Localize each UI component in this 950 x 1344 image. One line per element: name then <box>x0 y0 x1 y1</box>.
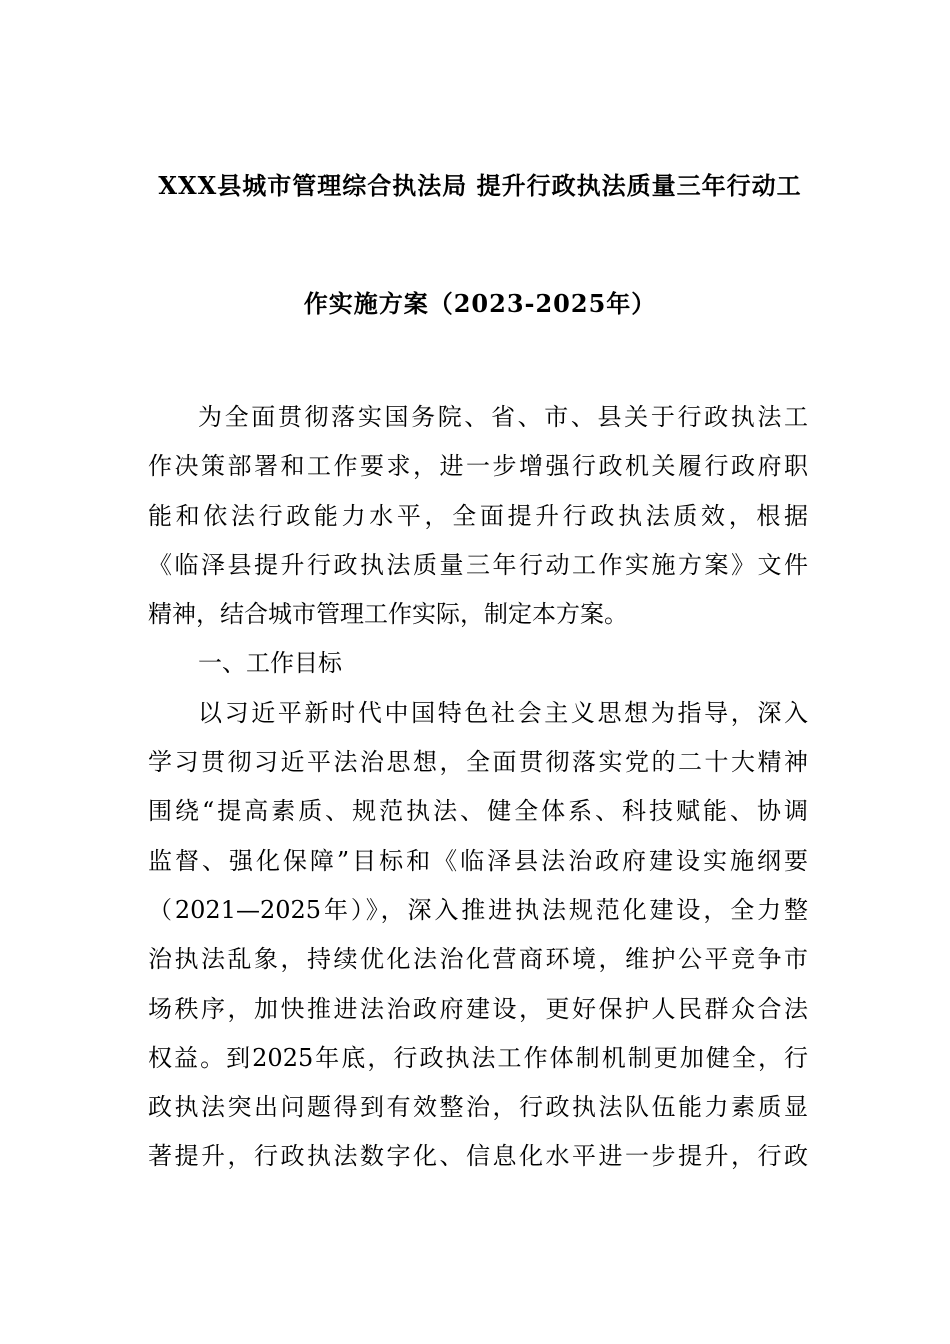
paragraph-1-line: 《临泽县提升行政执法质量三年行动工作实施方案》文件 <box>148 550 808 579</box>
paragraph-2-line: 著提升，行政执法数字化、信息化水平进一步提升，行政 <box>148 1142 808 1171</box>
paragraph-2-line: 学习贯彻习近平法治思想，全面贯彻落实党的二十大精神 <box>148 748 808 777</box>
paragraph-2-line: 权益。到2025年底，行政执法工作体制机制更加健全，行 <box>148 1043 808 1072</box>
paragraph-1-line: 作决策部署和工作要求，进一步增强行政机关履行政府职 <box>148 452 808 481</box>
document-title-line-2: 作实施方案（2023-2025年） <box>303 289 657 318</box>
paragraph-2-line: 监督、强化保障”目标和《临泽县法治政府建设实施纲要 <box>148 846 808 875</box>
document-body <box>148 393 808 1182</box>
paragraph-2-line: 政执法突出问题得到有效整治，行政执法队伍能力素质显 <box>148 1093 808 1122</box>
paragraph-2-line: 治执法乱象，持续优化法治化营商环境，维护公平竞争市 <box>148 945 808 974</box>
document-title-line-1: XXX县城市管理综合执法局 提升行政执法质量三年行动工 <box>158 171 802 200</box>
paragraph-2-line: （2021—2025年）》，深入推进执法规范化建设，全力整 <box>148 895 808 924</box>
paragraph-2-line: 以习近平新时代中国特色社会主义思想为指导，深入 <box>198 698 808 727</box>
paragraph-1-line: 能和依法行政能力水平，全面提升行政执法质效，根据 <box>148 501 808 530</box>
section-heading-work-goals: 一、工作目标 <box>198 649 342 678</box>
paragraph-2-line: 场秩序，加快推进法治政府建设，更好保护人民群众合法 <box>148 994 808 1023</box>
paragraph-1-line: 精神，结合城市管理工作实际，制定本方案。 <box>148 600 628 629</box>
paragraph-2-line: 围绕“提高素质、规范执法、健全体系、科技赋能、协调 <box>148 797 808 826</box>
paragraph-1-line: 为全面贯彻落实国务院、省、市、县关于行政执法工 <box>198 403 808 431</box>
